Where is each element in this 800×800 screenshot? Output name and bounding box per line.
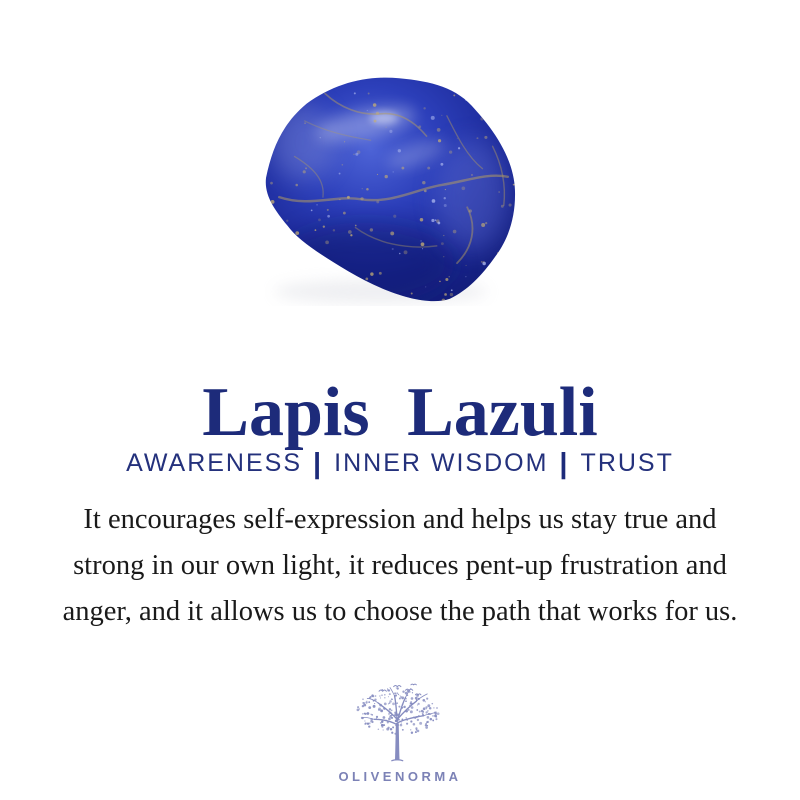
brand-name: OLIVENORMA — [338, 769, 462, 784]
tree-base — [392, 760, 403, 761]
keyword-inner-wisdom: INNER WISDOM — [334, 449, 549, 477]
separator-pipe: | — [559, 448, 570, 480]
description-line: strong in our own light, it reduces pent-up frustration and — [73, 550, 727, 581]
lapis-lazuli-stone-photo — [264, 74, 518, 306]
stone-illustration — [264, 74, 518, 306]
birds-icon — [379, 684, 421, 695]
olive-tree-logo-icon — [352, 683, 448, 763]
keyword-trust: TRUST — [580, 449, 674, 477]
keyword-awareness: AWARENESS — [126, 449, 303, 477]
page-title: Lapis Lazuli — [202, 373, 598, 451]
description-line: anger, and it allows us to choose the path that works for us. — [62, 596, 738, 627]
keywords-subtitle — [0, 448, 800, 481]
separator-pipe: | — [313, 448, 324, 480]
tree-trunk — [395, 723, 400, 760]
brand-logo-block — [0, 683, 800, 784]
description-paragraph — [0, 497, 800, 635]
description-line: It encourages self-expression and helps us stay true and — [83, 504, 717, 535]
